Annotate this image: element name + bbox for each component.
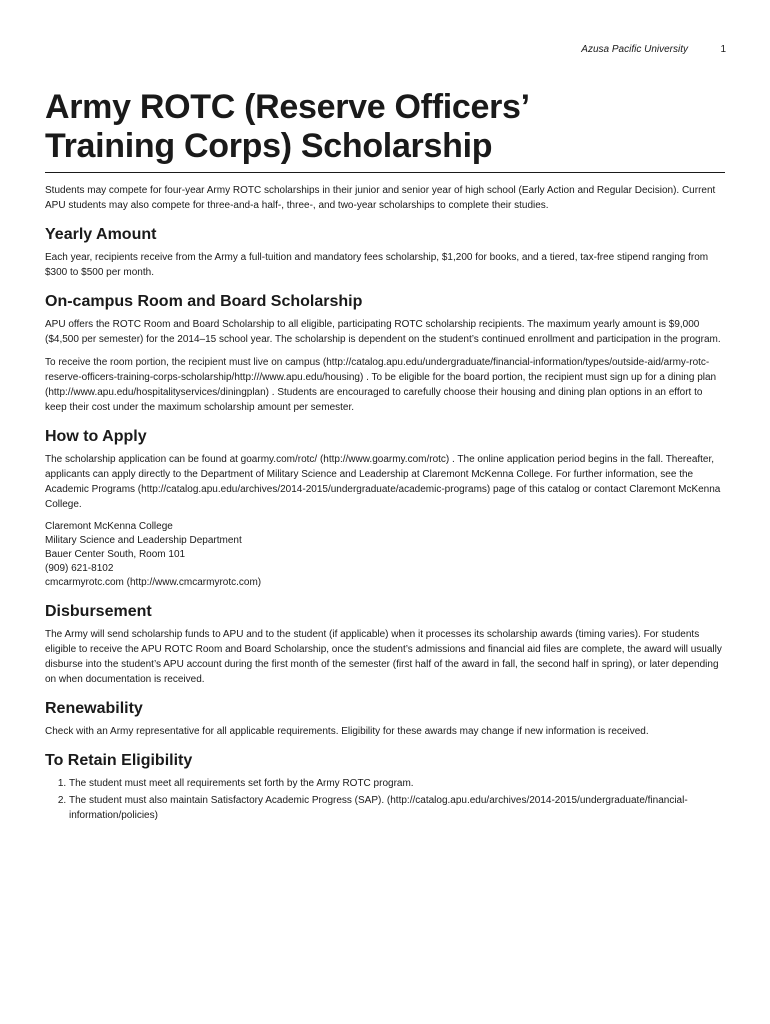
heading-room-board: On-campus Room and Board Scholarship [45,293,363,310]
address-phone: (909) 621-8102 [45,563,114,574]
address-line: Claremont McKenna College [45,521,173,532]
page-title-line-1: Army ROTC (Reserve Officers’ [45,88,530,126]
address-line: Military Science and Leadership Department [45,535,242,546]
heading-how-to-apply: How to Apply [45,428,147,445]
document-body [45,88,725,825]
renewability-paragraph: Check with an Army representative for all applicable requirements. Eligibility for these awards may change if new information is received. [45,726,649,737]
room-board-paragraph-2: To receive the room portion, the recipient must live on campus (http://catalog.apu.edu/undergraduate/financial-information/types/outside-aid/army-rotc-reserve-officers-training-corps-scholarship/http:///www.apu.edu/housing) . To be eligible for the board portion, the recipient must sign up for a dining plan (http://www.apu.edu/hospitalityservices/diningplan) . Students are encouraged to carefully choose their housing and dining plan options in an effort to keep their cost under the maximum scholarship amount per semester. [45,357,717,413]
list-item: 1. The student must meet all requirements set forth by the Army ROTC program. [69,776,725,791]
heading-retain-eligibility: To Retain Eligibility [45,752,193,769]
page-title-line-2: Training Corps) Scholarship [45,127,493,165]
room-board-paragraph-1: APU offers the ROTC Room and Board Scholarship to all eligible, participating ROTC scholarship recipients. The maximum yearly amount is $9,000 ($4,500 per semester) for the 2014–15 school year. The scholarship is dependent on the student’s continued enrollment and participation in the program. [45,319,721,345]
contact-address [45,520,725,590]
list-item: 2. The student must also maintain Satisfactory Academic Progress (SAP). (http://catalog.apu.edu/archives/2014-2015/undergraduate/financial-information/policies) [69,793,725,823]
address-line: Bauer Center South, Room 101 [45,549,186,560]
heading-renewability: Renewability [45,700,143,717]
retain-eligibility-list [45,776,725,823]
running-header-university: Azusa Pacific University [581,44,688,55]
page-title [45,88,725,166]
disbursement-paragraph: The Army will send scholarship funds to APU and to the student (if applicable) when it processes its scholarship awards (timing varies). For students eligible to receive the APU ROTC Room and Board Scholarship, once the student’s admissions and financial aid files are complete, the award will usually disburse into the student’s APU account during the first month of the semester (first half of the award in fall, the second half in spring), or later depending on when documentation is received. [45,629,722,685]
yearly-amount-paragraph: Each year, recipients receive from the Army a full-tuition and mandatory fees scholarship, $1,200 for books, and a tiered, tax-free stipend ranging from $300 to $500 per month. [45,252,709,278]
heading-disbursement: Disbursement [45,603,152,620]
address-website: cmcarmyrotc.com (http://www.cmcarmyrotc.com) [45,577,262,588]
intro-paragraph: Students may compete for four-year Army ROTC scholarships in their junior and senior year of high school (Early Action and Regular Decision). Current APU students may also compete for three-and-a half-, three-, and two-year scholarships to complete their studies. [45,185,716,211]
how-to-apply-paragraph: The scholarship application can be found at goarmy.com/rotc/ (http://www.goarmy.com/rotc) . The online application period begins in the fall. Thereafter, applicants can apply directly to the Department of Military Science and Leadership at Claremont McKenna College. For further information, see the Academic Programs (http://catalog.apu.edu/archives/2014-2015/undergraduate/academic-programs) page of this catalog or contact Claremont McKenna College. [45,454,721,510]
title-divider [45,172,725,173]
page-number: 1 [720,44,726,55]
heading-yearly-amount: Yearly Amount [45,226,157,243]
